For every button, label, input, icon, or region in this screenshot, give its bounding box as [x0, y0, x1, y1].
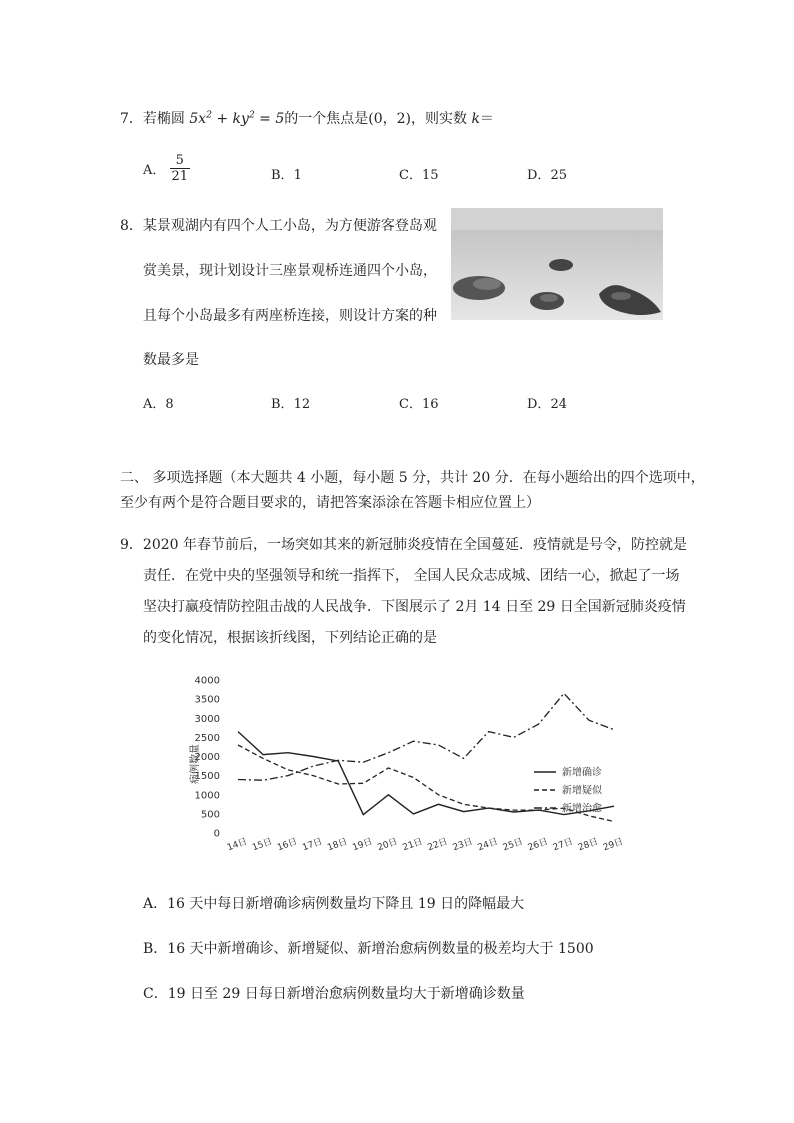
question-7-stem: [120, 108, 494, 128]
x-tick-label: 16日: [276, 836, 299, 854]
series-lines: [238, 693, 614, 821]
legend-label: 新增疑似: [562, 785, 602, 797]
y-tick-label: 1500: [194, 771, 220, 783]
q8-option-d: [527, 393, 567, 412]
question-8-line-1: [120, 215, 437, 235]
section-header-line-1: 二、 多项选择题（本大题共 4 小题，每小题 5 分，共计 20 分．在每小题给出的四个选项中，: [120, 470, 705, 486]
series-line-2: [238, 745, 614, 822]
y-axis-label: 病例数量: [190, 744, 201, 784]
x-axis-ticks: [226, 836, 625, 853]
option-letter: C．: [399, 397, 422, 412]
x-tick-label: 28日: [576, 836, 600, 854]
island-photo: [451, 208, 663, 320]
option-value: 12: [293, 397, 311, 412]
q9-option-c: C．19 日至 29 日每日新增治愈病例数量均大于新增确诊数量: [143, 986, 525, 1002]
y-tick-label: 3000: [194, 713, 220, 725]
x-tick-label: 27日: [551, 836, 575, 854]
option-c: [399, 164, 439, 183]
legend-label: 新增确诊: [562, 767, 602, 779]
equals-sign: ＝: [479, 111, 494, 127]
question-9-line-4: 的变化情况，根据该折线图，下列结论正确的是: [143, 630, 437, 646]
question-text: 某景观湖内有四个人工小岛，为方便游客登岛观: [142, 218, 437, 234]
x-tick-label: 26日: [526, 836, 550, 854]
x-tick-label: 21日: [401, 836, 425, 854]
fraction: [170, 153, 191, 184]
question-text: 的一个焦点是(0，2)，则实数: [284, 111, 467, 127]
q9-option-b: B．16 天中新增确诊、新增疑似、新增治愈病例数量的极差均大于 1500: [143, 941, 594, 957]
y-tick-label: 500: [200, 809, 220, 821]
x-tick-label: 25日: [501, 836, 525, 854]
section-header-line-2: 至少有两个是符合题目要求的，请把答案添涂在答题卡相应位置上）: [120, 495, 540, 511]
q8-option-c: [399, 393, 439, 412]
option-value: 15: [421, 168, 439, 183]
option-letter: B．: [271, 397, 294, 412]
question-9-line-2: 责任．在党中央的坚强领导和统一指挥下， 全国人民众志成城、团结一心，掀起了一场: [143, 568, 680, 584]
option-letter: A．: [143, 397, 166, 412]
x-tick-label: 22日: [426, 836, 450, 854]
x-tick-label: 19日: [351, 836, 374, 854]
fraction-denominator: 21: [171, 169, 189, 184]
ellipse-equation: $5x^2 + ky^2 = 5$: [189, 110, 285, 127]
question-text: 2020 年春节前后，一场突如其来的新冠肺炎疫情在全国蔓延．疫情就是号令，防控就是: [142, 537, 687, 553]
series-line-3: [238, 693, 614, 780]
option-a: [143, 153, 190, 184]
x-tick-label: 15日: [251, 836, 274, 854]
question-9-line-1: [120, 534, 687, 554]
variable-k: k: [471, 111, 480, 127]
legend-label: 新增治愈: [562, 803, 602, 815]
y-tick-label: 2500: [194, 732, 220, 744]
x-tick-label: 17日: [301, 836, 324, 854]
question-number: 7．: [120, 111, 143, 127]
y-tick-label: 1000: [194, 790, 220, 802]
option-letter: C．: [399, 168, 422, 183]
y-tick-label: 4000: [194, 675, 220, 687]
question-text: 若椭圆: [142, 111, 185, 127]
option-letter: D．: [527, 397, 551, 412]
q8-option-a: [143, 393, 174, 412]
option-value: 25: [550, 168, 567, 183]
option-value: 24: [550, 397, 567, 412]
question-number: 8．: [120, 218, 143, 234]
option-d: [527, 164, 567, 183]
x-tick-label: 29日: [601, 836, 625, 854]
option-value: 8: [165, 397, 174, 412]
x-tick-label: 14日: [225, 836, 249, 854]
question-8-line-2: 赏美景，现计划设计三座景观桥连通四个小岛，: [143, 263, 437, 279]
x-tick-label: 18日: [326, 836, 349, 854]
series-line-1: [238, 732, 614, 815]
chart-legend: [534, 766, 603, 815]
option-value: 1: [293, 168, 302, 183]
line-chart: [190, 668, 625, 868]
option-value: 16: [421, 397, 439, 412]
y-tick-label: 0: [213, 828, 220, 840]
x-tick-label: 20日: [376, 836, 400, 854]
question-9-line-3: 坚决打赢疫情防控阻击战的人民战争．下图展示了 2月 14 日至 29 日全国新冠肺炎疫情: [143, 599, 686, 615]
question-8-line-4: 数最多是: [143, 352, 199, 368]
x-tick-label: 24日: [476, 836, 500, 854]
x-tick-label: 23日: [451, 836, 475, 854]
option-letter: D．: [527, 168, 551, 183]
y-tick-label: 3500: [194, 694, 220, 706]
option-letter: B．: [271, 168, 294, 183]
option-b: [271, 164, 302, 183]
q9-option-a: A．16 天中每日新增确诊病例数量均下降且 19 日的降幅最大: [143, 896, 525, 912]
option-letter: A．: [143, 163, 166, 178]
question-number: 9．: [120, 537, 143, 553]
fraction-numerator: 5: [170, 153, 191, 169]
q8-option-b: [271, 393, 310, 412]
y-tick-label: 2000: [194, 752, 220, 763]
question-8-line-3: 且每个小岛最多有两座桥连接，则设计方案的种: [143, 308, 437, 324]
